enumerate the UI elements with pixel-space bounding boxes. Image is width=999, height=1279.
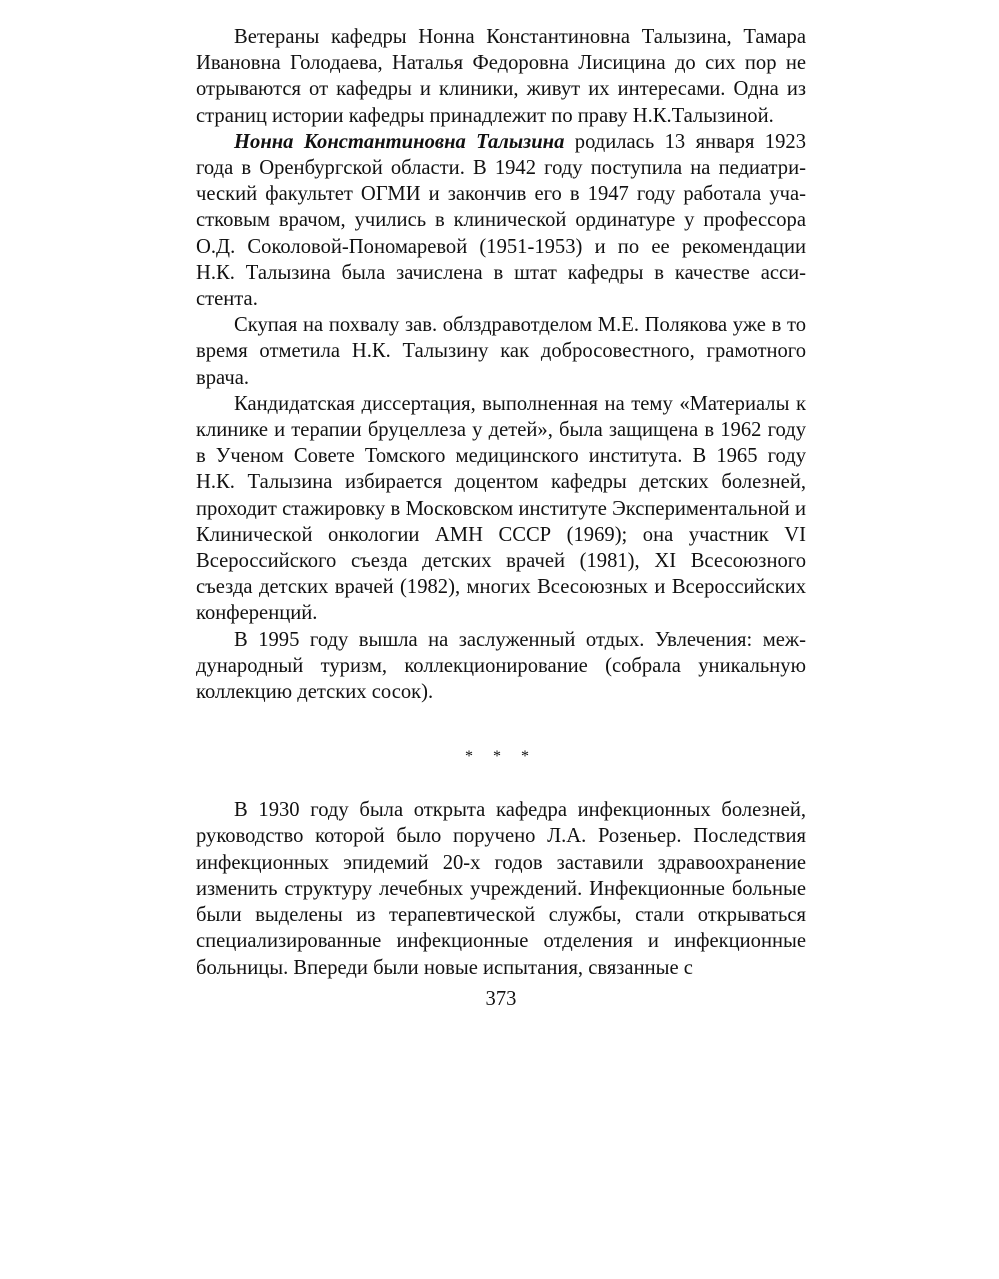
section-separator: * * * bbox=[465, 748, 537, 766]
paragraph-retirement: В 1995 году вышла на заслуженный отдых. Увлечения: международный туризм, коллекционирование (собрала уникальную коллекцию детских сосок). bbox=[196, 628, 806, 704]
paragraph-talyzina-bio bbox=[196, 129, 806, 312]
paragraph-talyzina-bio-text: родилась 13 января 1923 года в Оренбургской области. В 1942 году поступила на педиатрический факультет ОГМИ и закончив его в 1947 году работала участковым врачом, учились в клинической ординатуре у профессора О.Д. Соколовой-Пономаревой (1951-1953) и по ее рекомендации Н.К. Талызина была зачислена в штат кафедры в качестве ассистента. bbox=[196, 130, 806, 311]
paragraph-infectious-department: В 1930 году была открыта кафедра инфекционных болезней, руководство которой было поручено Л.А. Розеньер. Последствия инфекционных эпидемий 20-х годов заставили здравоохранение изменить структуру лечебных учреждений. Инфекционные больные были выделены из терапевтической службы, стали открываться специализированные инфекционные отделения и инфекционные больницы. Впереди были новые испытания, связанные с bbox=[196, 799, 806, 979]
paragraph-veterans: Ветераны кафедры Нонна Константиновна Талызина, Тамара Ивановна Голодаева, Наталья Федоровна Лисицина до сих пор не отрываются от кафедры и клиники, живут их интересами. Одна из страниц истории кафедры принадлежит по праву Н.К.Талызиной. bbox=[196, 26, 806, 127]
paragraph-dissertation: Кандидатская диссертация, выполненная на тему «Материалы к клинике и терапии бруцеллеза у детей», была защищена в 1962 году в Ученом Совете Томского медицинского института. В 1965 году Н.К. Талызина избирается доцентом кафедры детских болезней, проходит стажировку в Московском институте Экспериментальной и Клинической онкологии АМН СССР (1969); она участник VI Всероссийского съезда детских врачей (1981), XI Всесоюзного съезда детских врачей (1982), многих Всесоюзных и Всероссийских конференций. bbox=[196, 392, 806, 625]
page-number: 373 bbox=[485, 988, 517, 1010]
paragraph-praise: Скупая на похвалу зав. облздравотделом М.Е. Полякова уже в то время отметила Н.К. Талызину как добросовестного, грамотного врача. bbox=[196, 314, 806, 389]
page-body bbox=[196, 24, 806, 981]
emphasized-name: Нонна Константиновна Талызина bbox=[234, 130, 565, 153]
